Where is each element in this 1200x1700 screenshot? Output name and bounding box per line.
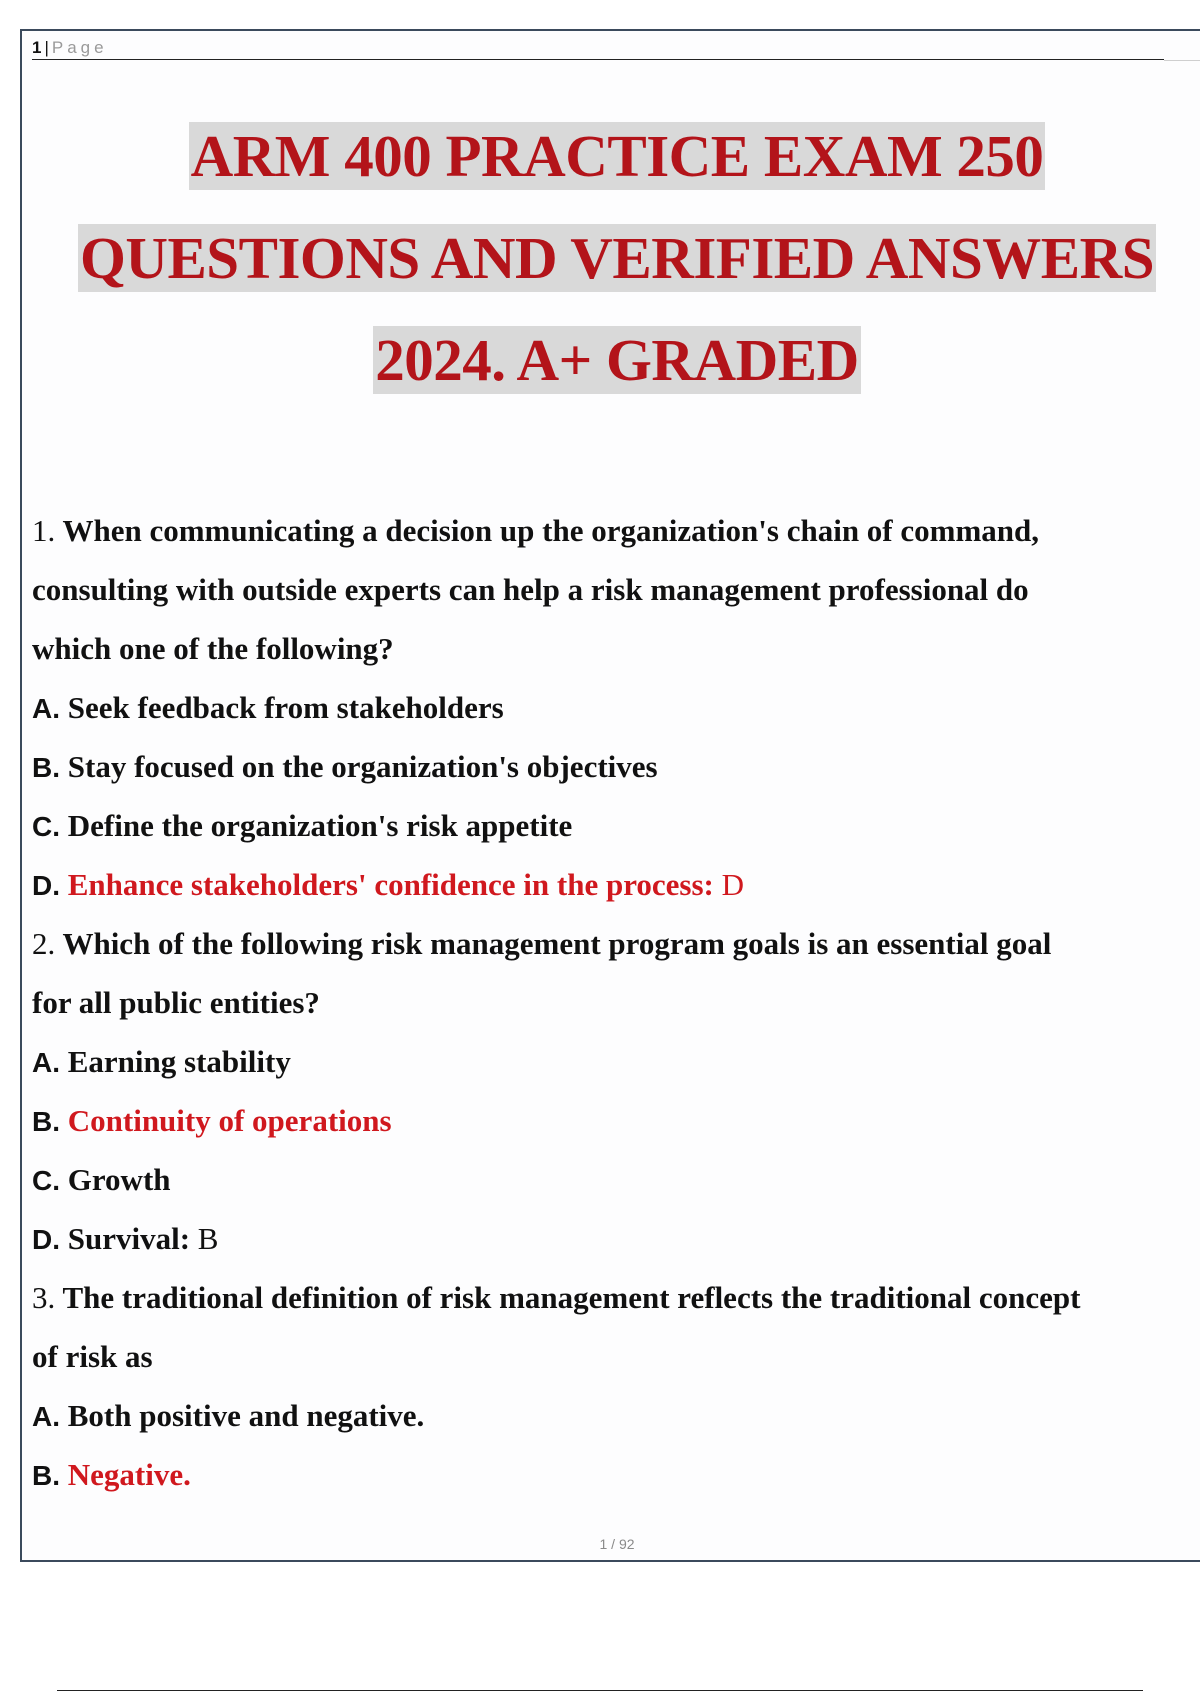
option-1b (32, 745, 1200, 804)
option-text: Define the organization's risk appetite (67, 808, 573, 843)
answer-key: D (721, 867, 745, 902)
option-3a (32, 1394, 1200, 1453)
page-header-number: 1 (32, 38, 42, 57)
question-1-line-3 (32, 627, 1200, 686)
option-1d (32, 863, 1200, 922)
header-rule (1164, 60, 1200, 61)
option-text: Stay focused on the organization's objectives (67, 749, 658, 784)
option-text: Seek feedback from stakeholders (67, 690, 504, 725)
question-2-line-1 (32, 922, 1200, 981)
question-text: of risk as (32, 1339, 153, 1374)
question-text: The traditional definition of risk management reflects the traditional concept (62, 1280, 1081, 1315)
questions-list (32, 509, 1200, 1512)
question-text: for all public entities? (32, 985, 320, 1020)
question-3-line-1 (32, 1276, 1200, 1335)
document-page (20, 29, 1200, 1562)
option-2b (32, 1099, 1200, 1158)
option-letter: C. (32, 811, 60, 842)
option-letter: B. (32, 752, 60, 783)
answer-key: B (197, 1221, 219, 1256)
question-number: 1. (32, 513, 56, 548)
option-letter: A. (32, 1047, 60, 1078)
option-text: Growth (67, 1162, 171, 1197)
question-text: which one of the following? (32, 631, 394, 666)
option-text: Both positive and negative. (67, 1398, 425, 1433)
option-letter: B. (32, 1460, 60, 1491)
option-letter: A. (32, 693, 60, 724)
question-2-line-2 (32, 981, 1200, 1040)
option-letter: D. (32, 870, 60, 901)
option-1c (32, 804, 1200, 863)
question-text: Which of the following risk management program goals is an essential goal (62, 926, 1052, 961)
question-text: When communicating a decision up the organization's chain of command, (62, 513, 1040, 548)
option-text: Earning stability (67, 1044, 291, 1079)
next-page-header-rule (57, 1690, 1143, 1691)
option-3b (32, 1453, 1200, 1512)
document-title (22, 121, 1200, 427)
option-2d (32, 1217, 1200, 1276)
title-line-1: ARM 400 PRACTICE EXAM 250 (190, 123, 1044, 189)
question-number: 2. (32, 926, 56, 961)
option-text-correct: Continuity of operations (67, 1103, 392, 1138)
question-3-line-2 (32, 1335, 1200, 1394)
option-1a (32, 686, 1200, 745)
option-2a (32, 1040, 1200, 1099)
option-letter: A. (32, 1401, 60, 1432)
option-text: Survival: (67, 1221, 191, 1256)
option-text-correct: Negative. (67, 1457, 191, 1492)
page-header-separator: | (44, 38, 49, 57)
page-header-label: Page (51, 38, 108, 57)
question-1-line-1 (32, 509, 1200, 568)
option-letter: B. (32, 1106, 60, 1137)
title-line-2: QUESTIONS AND VERIFIED ANSWERS (79, 225, 1155, 291)
title-line-3: 2024. A+ GRADED (375, 327, 859, 393)
page-counter: 1 / 92 (599, 1536, 635, 1552)
option-2c (32, 1158, 1200, 1217)
question-number: 3. (32, 1280, 56, 1315)
option-letter: C. (32, 1165, 60, 1196)
option-text-correct: Enhance stakeholders' confidence in the process: (67, 867, 714, 902)
question-1-line-2 (32, 568, 1200, 627)
page-header (32, 37, 1164, 60)
option-letter: D. (32, 1224, 60, 1255)
question-text: consulting with outside experts can help a risk management professional do (32, 572, 1029, 607)
